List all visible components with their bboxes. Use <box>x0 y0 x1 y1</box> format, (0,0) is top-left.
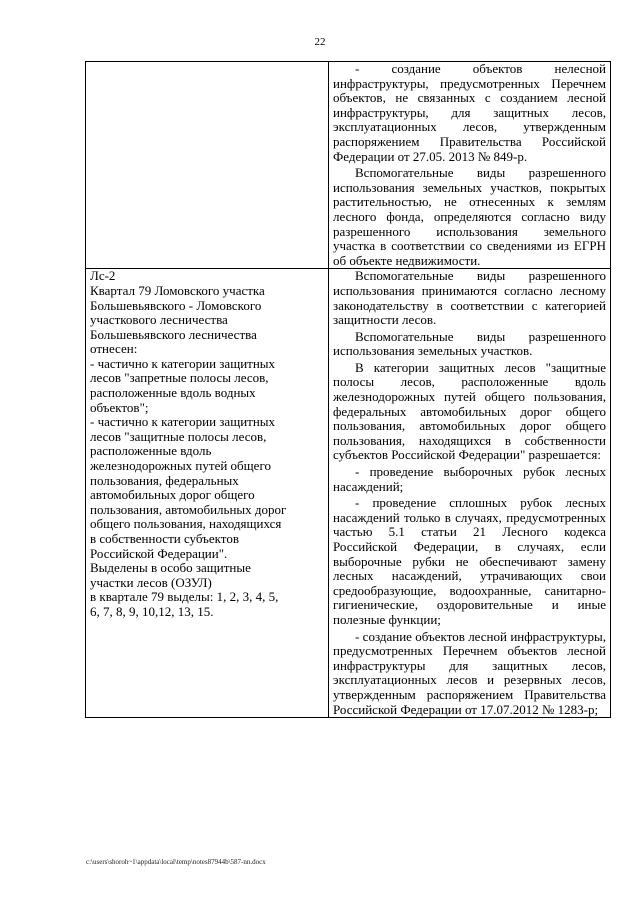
footer-file-path: c:\users\shoroh~1\appdata\local\temp\notes87944b\587-nn.docx <box>86 858 266 866</box>
table-row <box>86 62 611 269</box>
text-line: Российской Федерации". <box>90 545 228 561</box>
text-line: Большевьявского лесничества <box>90 326 257 342</box>
text-line: пользования, федеральных <box>90 472 239 488</box>
text-line: Квартал 79 Ломовского участка <box>90 282 265 298</box>
text-line: отнесен: <box>90 341 138 357</box>
text-line: - частично к категории защитных <box>90 355 276 371</box>
paragraph: В категории защитных лесов "защитные полосы лесов, расположенные вдоль железнодорожных путей общего пользования, федеральных автомобильных дорог общего пользования, автомобильных дорог общего пользования, находящихся в собственности субъектов Российской Федерации" разрешается: <box>333 359 606 463</box>
left-cell-text <box>86 269 328 619</box>
text-line: расположенные вдоль водных <box>90 385 256 401</box>
text-line: Большевьявского - Ломовского <box>90 297 262 313</box>
text-line: Лс-2 <box>90 268 116 284</box>
text-line: лесов "запретные полосы лесов, <box>90 370 269 386</box>
text-line: объектов"; <box>90 399 149 415</box>
paragraph: Вспомогательные виды разрешенного использования принимаются согласно лесному законодательству в соответствии с категорией защитности лесов. <box>333 268 606 328</box>
text-line: в квартале 79 выделы: 1, 2, 3, 4, 5, <box>90 589 279 605</box>
paragraph: - проведение сплошных рубок лесных насаждений только в случаях, предусмотренных частью 5.1 статьи 21 Лесного кодекса Российской Федерации, в случаях, если выборочные рубки не обеспечивают замену лесных насаждений, утрачивающих свои средообразующие, водоохранные, санитарно-гигиенические, оздоровительные и иные полезные функции; <box>333 495 606 627</box>
text-line: железнодорожных путей общего <box>90 458 271 474</box>
table-row <box>86 269 611 718</box>
text-line: участкового лесничества <box>90 312 228 328</box>
text-line: автомобильных дорог общего <box>90 487 255 503</box>
text-line: общего пользования, находящихся <box>90 516 282 532</box>
table-cell-right <box>329 62 611 269</box>
table-cell-right <box>329 269 611 718</box>
text-line: лесов "защитные полосы лесов, <box>90 428 267 444</box>
text-line: расположенные вдоль <box>90 443 212 459</box>
paragraph: - создание объектов нелесной инфраструктуры, предусмотренных Перечнем объектов, не связанных с созданием лесной инфраструктуры, для защитных лесов, эксплуатационных лесов, утвержденным распоряжением Правительства Российской Федерации от 27.05. 2013 № 849-р. <box>333 61 606 164</box>
text-line: в собственности субъектов <box>90 531 239 546</box>
text-line: 6, 7, 8, 9, 10,12, 13, 15. <box>90 603 214 619</box>
table-cell-left <box>86 269 329 718</box>
page-number: 22 <box>314 36 326 48</box>
text-line: - частично к категории защитных <box>90 414 276 430</box>
text-line: участки лесов (ОЗУЛ) <box>90 574 212 590</box>
text-line: Выделены в особо защитные <box>90 560 251 576</box>
paragraph: Вспомогательные виды разрешенного использования земельных участков, покрытых растительностью, не отнесенных к землям лесного фонда, определяются согласно виду разрешенного использования земельного участка в соответствии со сведениями из ЕГРН об объекте недвижимости. <box>333 165 606 268</box>
paragraph: - создание объектов лесной инфраструктуры, предусмотренных Перечнем объектов лесной инфраструктуры для защитных лесов, эксплуатационных лесов и резервных лесов, утвержденным распоряжением Правительства Российской Федерации от 17.07.2012 № 1283-р; <box>333 628 606 717</box>
document-table <box>85 61 611 718</box>
table-cell-left <box>86 62 329 269</box>
paragraph: Вспомогательные виды разрешенного использования земельных участков. <box>333 328 606 359</box>
paragraph: - проведение выборочных рубок лесных насаждений; <box>333 464 606 494</box>
text-line: пользования, автомобильных дорог <box>90 501 287 517</box>
